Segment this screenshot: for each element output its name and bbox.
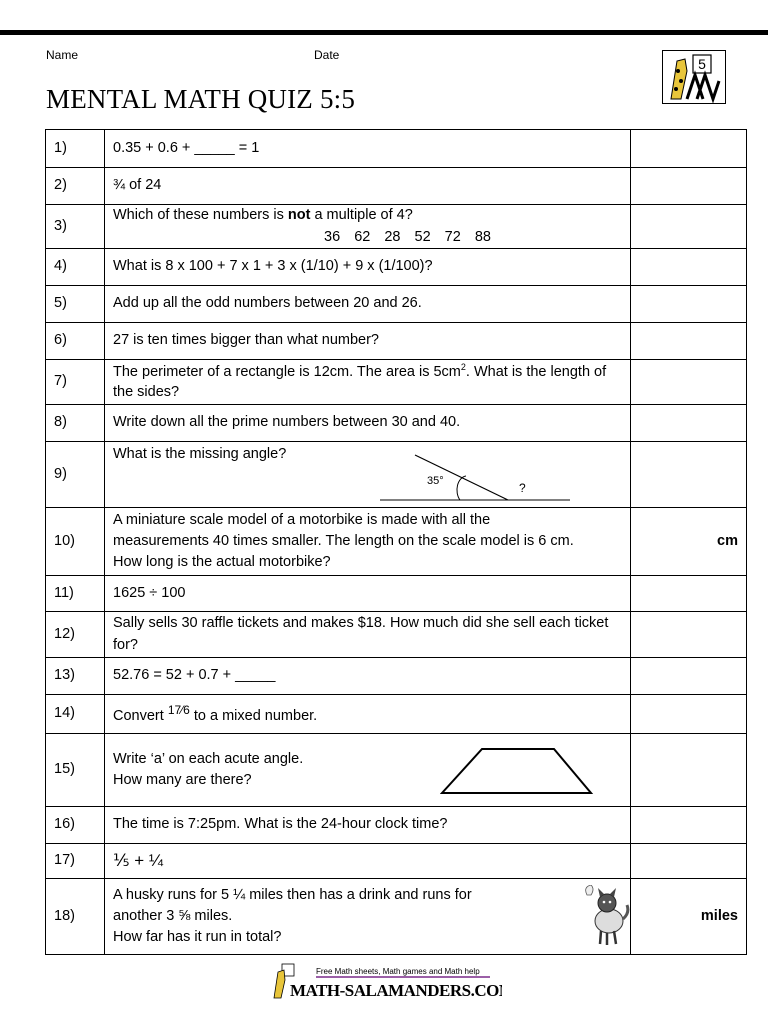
q14-text-before: Convert — [113, 707, 168, 724]
question-row — [46, 658, 747, 695]
question-row — [46, 734, 747, 807]
page-title: MENTAL MATH QUIZ 5:5 — [46, 84, 356, 114]
question-text: 27 is ten times bigger than what number? — [105, 323, 631, 360]
question-number: 17) — [46, 844, 105, 879]
question-row — [46, 844, 747, 879]
question-row — [46, 612, 747, 658]
question-number: 2) — [46, 168, 105, 205]
question-text — [105, 695, 631, 734]
question-text — [105, 879, 631, 955]
q15-line2: How many are there? — [113, 772, 252, 788]
question-number: 5) — [46, 286, 105, 323]
question-text: Add up all the odd numbers between 20 and 26. — [105, 286, 631, 323]
question-row — [46, 508, 747, 576]
q3-number-list: 36 62 28 52 72 88 — [324, 228, 491, 245]
answer-box[interactable] — [631, 695, 747, 734]
question-text: 0.35 + 0.6 + _____ = 1 — [105, 130, 631, 168]
question-number: 4) — [46, 249, 105, 286]
question-text — [105, 360, 631, 405]
question-row — [46, 168, 747, 205]
footer-site-name: MATH-SALAMANDERS.COM — [290, 981, 502, 1000]
q18-line2: another 3 ⅝ miles. — [113, 907, 233, 924]
question-number: 18) — [46, 879, 105, 955]
question-text: Sally sells 30 raffle tickets and makes $18. How much did she sell each ticket for? — [105, 612, 631, 658]
question-text — [105, 205, 631, 249]
question-number: 13) — [46, 658, 105, 695]
q10-line2: measurements 40 times smaller. The length on the scale model is 6 cm. — [113, 532, 574, 549]
q10-line3: How long is the actual motorbike? — [113, 554, 331, 570]
question-row — [46, 807, 747, 844]
question-text: ⅕ + ¼ — [105, 844, 631, 879]
q7-superscript: 2 — [460, 361, 466, 372]
question-number: 16) — [46, 807, 105, 844]
top-rule — [0, 30, 768, 35]
question-text: 52.76 = 52 + 0.7 + _____ — [105, 658, 631, 695]
question-text — [105, 442, 631, 508]
answer-box[interactable] — [631, 360, 747, 405]
question-number: 6) — [46, 323, 105, 360]
answer-box[interactable] — [631, 734, 747, 807]
q15-line1: Write ‘a’ on each acute angle. — [113, 750, 304, 767]
answer-box[interactable] — [631, 612, 747, 658]
answer-box[interactable] — [631, 576, 747, 612]
salamander-logo — [662, 50, 726, 104]
answer-box[interactable] — [631, 807, 747, 844]
q14-text-after: to a mixed number. — [189, 707, 318, 724]
footer-logo — [272, 962, 502, 1002]
question-number: 3) — [46, 205, 105, 249]
question-number: 12) — [46, 612, 105, 658]
answer-box[interactable]: cm — [631, 508, 747, 576]
question-number: 14) — [46, 695, 105, 734]
question-text: Write down all the prime numbers between 30 and 40. — [105, 405, 631, 442]
q14-fraction: 17⁄6 — [167, 702, 190, 717]
question-text — [105, 734, 631, 807]
angle-diagram — [360, 450, 570, 508]
question-number: 11) — [46, 576, 105, 612]
q3-bold-not: not — [287, 207, 311, 224]
question-number: 9) — [46, 442, 105, 508]
question-text: The time is 7:25pm. What is the 24-hour clock time? — [105, 807, 631, 844]
trapezium-shape — [440, 746, 595, 796]
answer-box[interactable] — [631, 323, 747, 360]
answer-box[interactable] — [631, 249, 747, 286]
question-text: ¾ of 24 — [105, 168, 631, 205]
answer-box[interactable] — [631, 658, 747, 695]
question-text: What is 8 x 100 + 7 x 1 + 3 x (1/10) + 9 x (1/100)? — [105, 249, 631, 286]
angle-35-label: 35° — [427, 475, 444, 487]
q18-line3: How far has it run in total? — [113, 929, 282, 945]
question-number: 8) — [46, 405, 105, 442]
question-row — [46, 576, 747, 612]
q7-text-before: The perimeter of a rectangle is 12cm. The area is 5cm — [113, 363, 461, 380]
quiz-table — [45, 129, 747, 955]
answer-box[interactable] — [631, 286, 747, 323]
q3-text-after: a multiple of 4? — [310, 207, 413, 224]
question-row — [46, 405, 747, 442]
question-row — [46, 360, 747, 405]
question-row — [46, 205, 747, 249]
q7-text-after: . What is the length of the sides? — [113, 363, 607, 401]
answer-box[interactable] — [631, 168, 747, 205]
answer-box[interactable] — [631, 405, 747, 442]
question-number: 15) — [46, 734, 105, 807]
question-row — [46, 323, 747, 360]
question-row — [46, 695, 747, 734]
question-row — [46, 879, 747, 955]
question-row — [46, 130, 747, 168]
question-text: 1625 ÷ 100 — [105, 576, 631, 612]
logo-badge: 5 — [698, 56, 706, 72]
answer-box[interactable] — [631, 130, 747, 168]
question-row — [46, 249, 747, 286]
question-number: 10) — [46, 508, 105, 576]
answer-box[interactable] — [631, 205, 747, 249]
q18-line1: A husky runs for 5 ¼ miles then has a drink and runs for — [113, 886, 472, 903]
question-number: 1) — [46, 130, 105, 168]
question-row — [46, 442, 747, 508]
footer-tagline: Free Math sheets, Math games and Math help — [316, 967, 480, 976]
q9-text: What is the missing angle? — [113, 446, 287, 462]
answer-box[interactable]: miles — [631, 879, 747, 955]
question-number: 7) — [46, 360, 105, 405]
q10-line1: A miniature scale model of a motorbike is made with all the — [113, 511, 491, 528]
q3-text-before: Which of these numbers is — [113, 207, 288, 224]
name-label: Name — [46, 48, 79, 62]
answer-box[interactable] — [631, 844, 747, 879]
question-row — [46, 286, 747, 323]
husky-illustration — [583, 885, 631, 947]
answer-box[interactable] — [631, 442, 747, 508]
question-text — [105, 508, 631, 576]
unknown-angle-label: ? — [519, 481, 526, 495]
date-label: Date — [314, 48, 340, 62]
